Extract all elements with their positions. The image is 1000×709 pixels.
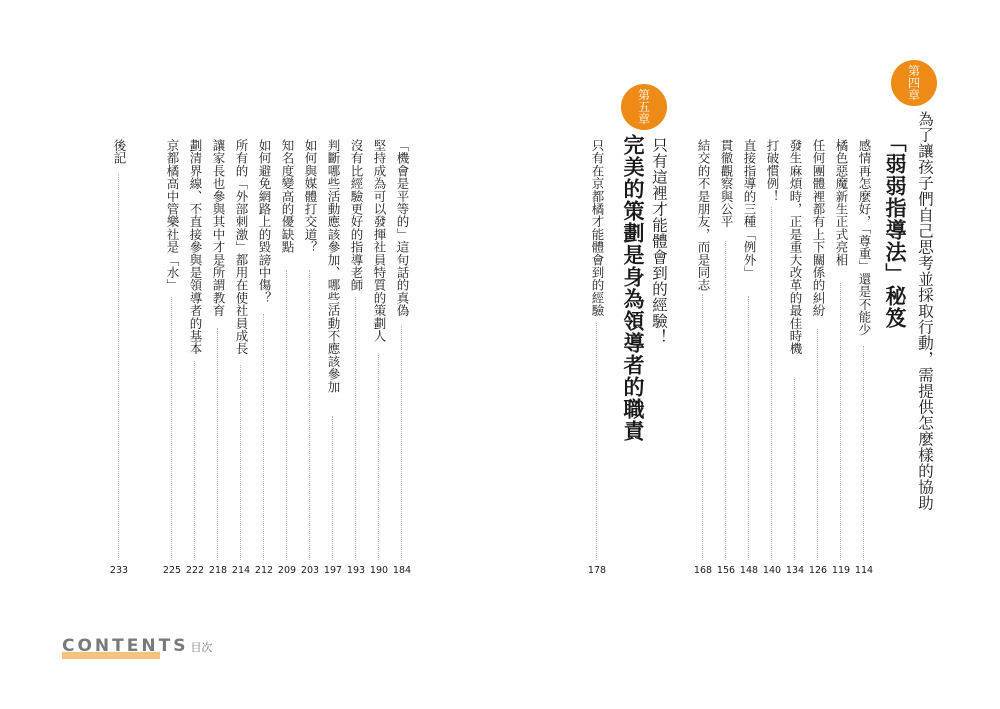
contents-label — [62, 636, 212, 656]
toc-entry[interactable]: 結交的不是朋友，而是同志 168 — [693, 139, 713, 576]
toc-entry[interactable]: 後記 233 — [109, 139, 129, 576]
chapter-4-badge: 第四章 — [891, 60, 937, 106]
chapter-4-title: 「弱弱指導法」秘笈 — [883, 131, 907, 329]
toc-entry[interactable]: 所有的「外部刺激」都用在使社員成長 214 — [231, 139, 251, 576]
toc-entry[interactable]: 「機會是平等的」這句話的真偽 184 — [392, 139, 412, 576]
toc-entry[interactable]: 貫徹觀察與公平 156 — [716, 139, 736, 576]
chapter-5-title: 完美的策劃是身為領導者的職責 — [621, 134, 645, 442]
toc-entry[interactable]: 發生麻煩時，正是重大改革的最佳時機 134 — [785, 139, 805, 576]
toc-entry[interactable]: 京都橘高中管樂社是「水」 225 — [162, 139, 182, 576]
toc-entry[interactable]: 只有在京都橘才能體會到的經驗 178 — [587, 139, 607, 576]
chapter-4-subtitle: 為了讓孩子們自己思考並採取行動，需提供怎麼樣的協助 — [916, 111, 934, 511]
toc-entry[interactable]: 直接指導的三種「例外」 148 — [739, 139, 759, 576]
toc-entry[interactable]: 任何團體裡都有上下關係的糾紛 126 — [808, 139, 828, 576]
contents-subtitle: 目次 — [190, 641, 213, 654]
toc-entry[interactable]: 判斷哪些活動應該參加、哪些活動不應該參加 197 — [323, 139, 343, 576]
toc-entry[interactable]: 橘色惡魔新生正式亮相 119 — [831, 139, 851, 576]
chapter-5-subtitle: 只有這裡才能體會到的經驗！ — [650, 137, 668, 345]
toc-entry[interactable]: 知名度變高的優缺點 209 — [277, 139, 297, 576]
toc-entry[interactable]: 劃清界線、不直接參與是領導者的基本 222 — [185, 139, 205, 576]
toc-entry[interactable]: 如何避免網路上的毀謗中傷？ 212 — [254, 139, 274, 576]
toc-entry[interactable]: 感情再怎麼好，「尊重」還是不能少 114 — [854, 139, 874, 576]
toc-entry[interactable]: 沒有比經驗更好的指導老師 193 — [346, 139, 366, 576]
toc-entry[interactable]: 讓家長也參與其中才是所謂教育 218 — [208, 139, 228, 576]
toc-entry[interactable]: 堅持成為可以發揮社員特質的策劃人 190 — [369, 139, 389, 576]
toc-entry[interactable]: 如何與媒體打交道？ 203 — [300, 139, 320, 576]
contents-word: CONTENTS — [62, 636, 189, 656]
toc-entry[interactable]: 打破慣例！ 140 — [762, 139, 782, 576]
chapter-5-badge: 第五章 — [621, 84, 667, 130]
